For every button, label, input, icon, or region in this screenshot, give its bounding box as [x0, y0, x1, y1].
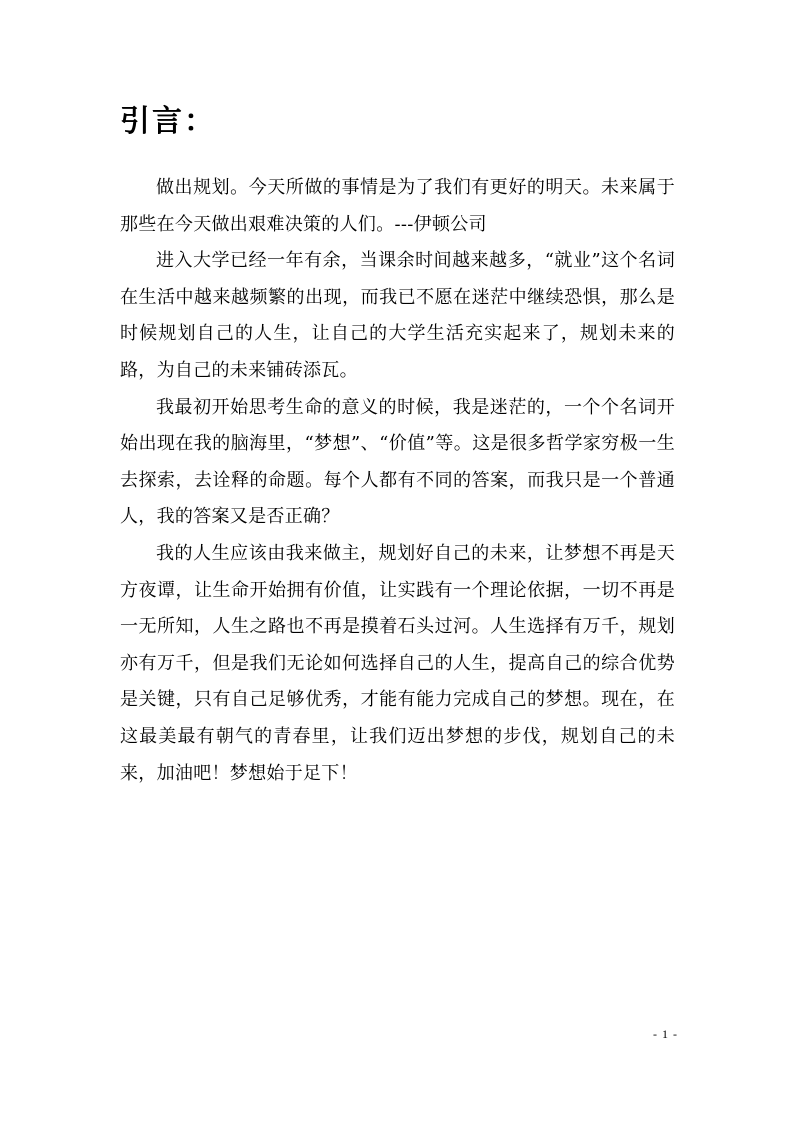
paragraph-meaning-of-life: 我最初开始思考生命的意义的时候，我是迷茫的，一个个名词开始出现在我的脑海里，“梦想”、“价值”等。这是很多哲学家穷极一生去探索，去诠释的命题。每个人都有不同的答案，而我只是一个普通人，我的答案又是否正确？: [120, 396, 675, 528]
page-heading: 引言：: [120, 104, 216, 139]
paragraph-university: 进入大学已经一年有余，当课余时间越来越多，“就业”这个名词在生活中越来越频繁的出现，而我已不愿在迷茫中继续恐惧，那么是时候规划自己的人生，让自己的大学生活充实起来了，规划未来的路，为自己的未来铺砖添瓦。: [120, 250, 675, 381]
paragraph-plan-future: 我的人生应该由我来做主，规划好自己的未来，让梦想不再是天方夜谭，让生命开始拥有价值，让实践有一个理论依据，一切不再是一无所知，人生之路也不再是摸着石头过河。人生选择有万千，规划亦有万千，但是我们无论如何选择自己的人生，提高自己的综合优势是关键，只有自己足够优秀，才能有能力完成自己的梦想。现在，在这最美最有朝气的青春里，让我们迈出梦想的步伐，规划自己的未来，加油吧！梦想始于足下！: [120, 542, 675, 784]
page-number: - 1 -: [653, 1027, 678, 1041]
paragraph-quote: 做出规划。今天所做的事情是为了我们有更好的明天。未来属于那些在今天做出艰难决策的人们。---伊顿公司: [120, 177, 675, 235]
body-text: [120, 170, 675, 792]
